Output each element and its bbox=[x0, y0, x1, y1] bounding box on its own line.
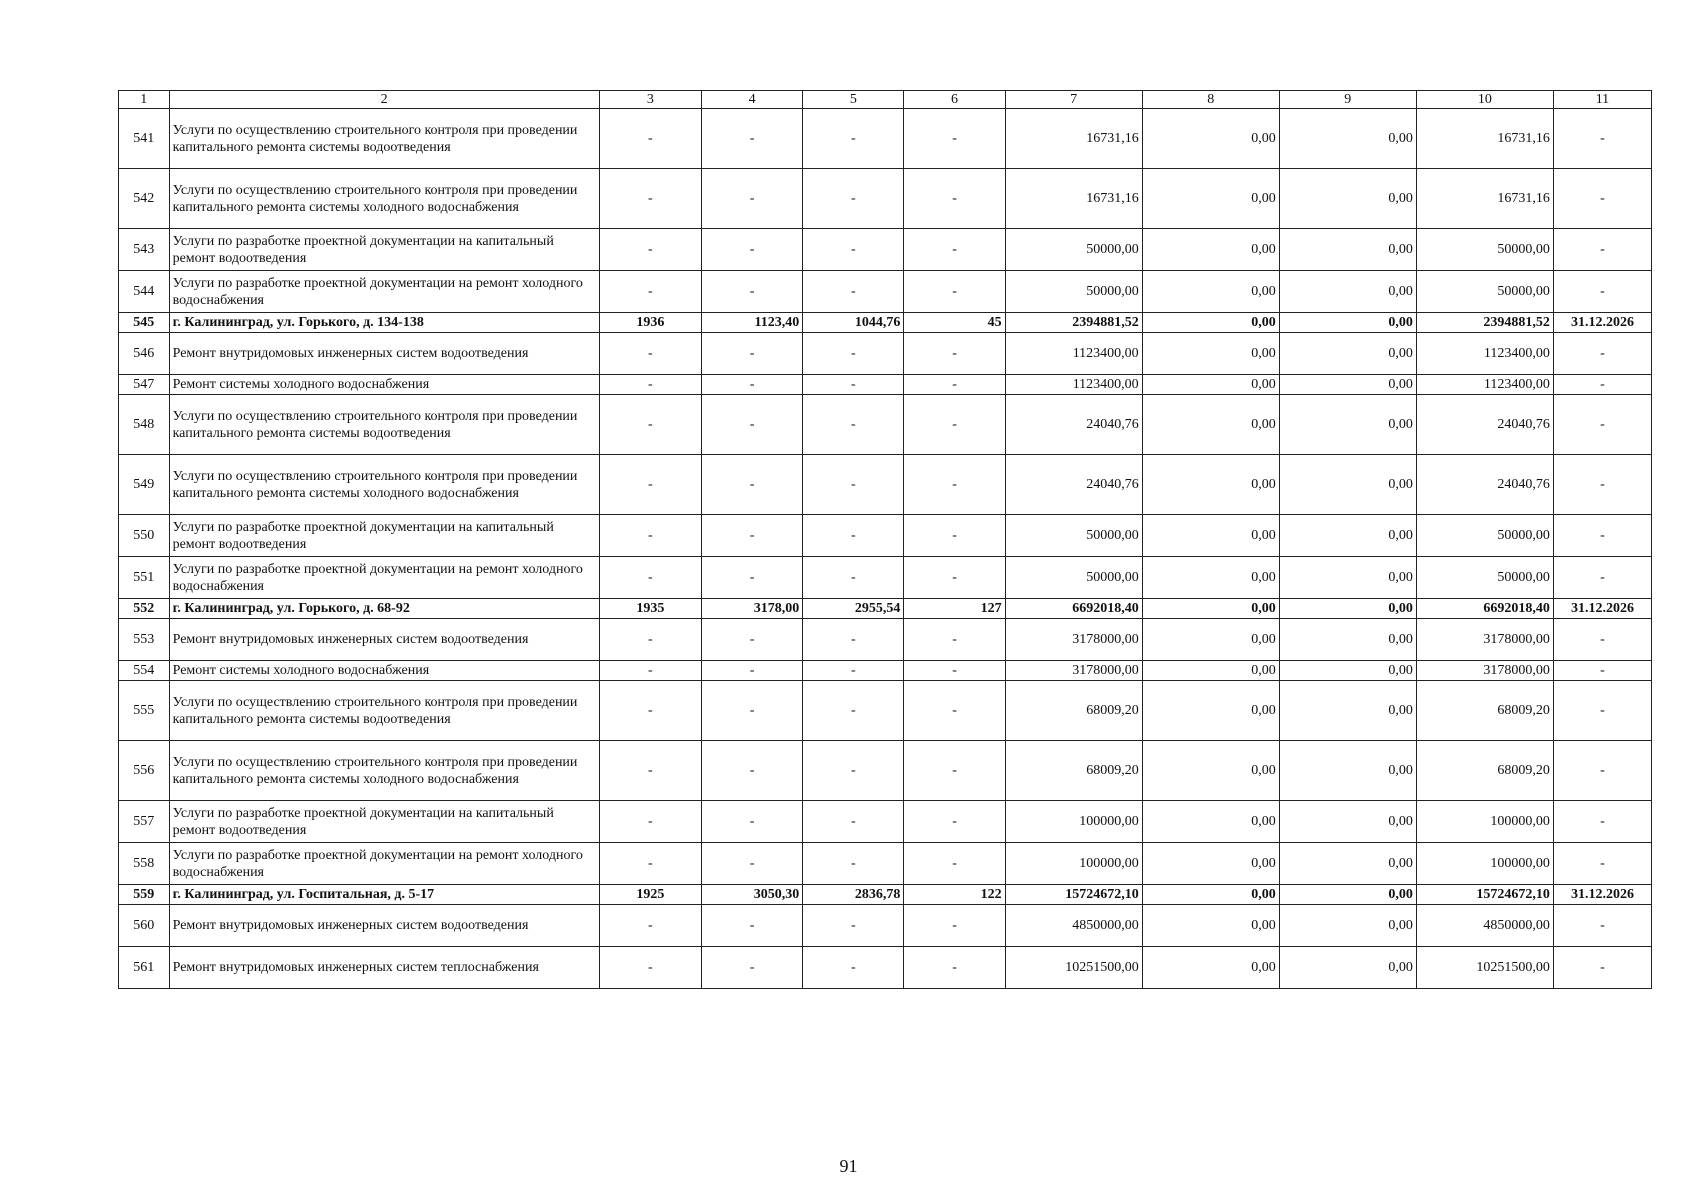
residents-cell: - bbox=[904, 681, 1005, 741]
year-cell: 1935 bbox=[599, 599, 701, 619]
row-number-cell: 548 bbox=[119, 395, 170, 455]
cost-col10-cell: 68009,20 bbox=[1416, 681, 1553, 741]
cost-col9-cell: 0,00 bbox=[1279, 271, 1416, 313]
work-name-cell: Ремонт системы холодного водоснабжения bbox=[169, 661, 599, 681]
total-area-cell: - bbox=[702, 109, 803, 169]
cost-col10-cell: 50000,00 bbox=[1416, 271, 1553, 313]
page-number: 91 bbox=[839, 1156, 858, 1176]
year-cell: - bbox=[599, 557, 701, 599]
deadline-cell: - bbox=[1553, 681, 1651, 741]
row-number-cell: 559 bbox=[119, 885, 170, 905]
cost-col8-cell: 0,00 bbox=[1142, 271, 1279, 313]
cost-col8-cell: 0,00 bbox=[1142, 741, 1279, 801]
row-number-cell: 557 bbox=[119, 801, 170, 843]
residents-cell: - bbox=[904, 271, 1005, 313]
cost-col9-cell: 0,00 bbox=[1279, 801, 1416, 843]
table-row bbox=[119, 109, 1652, 169]
living-area-cell: - bbox=[803, 741, 904, 801]
residents-cell: - bbox=[904, 333, 1005, 375]
work-name-cell: Ремонт внутридомовых инженерных систем теплоснабжения bbox=[169, 947, 599, 989]
year-cell: 1925 bbox=[599, 885, 701, 905]
year-cell: - bbox=[599, 801, 701, 843]
cost-col10-cell: 3178000,00 bbox=[1416, 619, 1553, 661]
cost-col8-cell: 0,00 bbox=[1142, 801, 1279, 843]
column-header: 7 bbox=[1005, 91, 1142, 109]
deadline-cell: - bbox=[1553, 395, 1651, 455]
work-name-cell: Ремонт системы холодного водоснабжения bbox=[169, 375, 599, 395]
cost-col8-cell: 0,00 bbox=[1142, 455, 1279, 515]
living-area-cell: - bbox=[803, 947, 904, 989]
work-name-cell: Услуги по осуществлению строительного контроля при проведении капитального ремонта системы холодного водоснабжения bbox=[169, 455, 599, 515]
residents-cell: - bbox=[904, 947, 1005, 989]
deadline-cell: 31.12.2026 bbox=[1553, 885, 1651, 905]
table-row bbox=[119, 333, 1652, 375]
cost-col8-cell: 0,00 bbox=[1142, 375, 1279, 395]
cost-col8-cell: 0,00 bbox=[1142, 599, 1279, 619]
table-row bbox=[119, 843, 1652, 885]
cost-col8-cell: 0,00 bbox=[1142, 313, 1279, 333]
cost-total-cell: 68009,20 bbox=[1005, 681, 1142, 741]
cost-total-cell: 3178000,00 bbox=[1005, 619, 1142, 661]
year-cell: - bbox=[599, 375, 701, 395]
cost-total-cell: 50000,00 bbox=[1005, 229, 1142, 271]
deadline-cell: - bbox=[1553, 557, 1651, 599]
cost-total-cell: 3178000,00 bbox=[1005, 661, 1142, 681]
deadline-cell: - bbox=[1553, 229, 1651, 271]
work-name-cell: Услуги по разработке проектной документации на капитальный ремонт водоотведения bbox=[169, 801, 599, 843]
cost-total-cell: 50000,00 bbox=[1005, 271, 1142, 313]
work-name-cell: Услуги по разработке проектной документации на ремонт холодного водоснабжения bbox=[169, 557, 599, 599]
deadline-cell: - bbox=[1553, 271, 1651, 313]
cost-col9-cell: 0,00 bbox=[1279, 905, 1416, 947]
cost-total-cell: 6692018,40 bbox=[1005, 599, 1142, 619]
living-area-cell: - bbox=[803, 619, 904, 661]
deadline-cell: - bbox=[1553, 905, 1651, 947]
living-area-cell: - bbox=[803, 333, 904, 375]
table-row bbox=[119, 169, 1652, 229]
work-name-cell: Ремонт внутридомовых инженерных систем водоотведения bbox=[169, 619, 599, 661]
cost-col9-cell: 0,00 bbox=[1279, 741, 1416, 801]
cost-total-cell: 24040,76 bbox=[1005, 455, 1142, 515]
work-name-cell: Услуги по осуществлению строительного контроля при проведении капитального ремонта системы холодного водоснабжения bbox=[169, 169, 599, 229]
year-cell: - bbox=[599, 109, 701, 169]
row-number-cell: 551 bbox=[119, 557, 170, 599]
cost-total-cell: 100000,00 bbox=[1005, 843, 1142, 885]
table-row bbox=[119, 557, 1652, 599]
year-cell: - bbox=[599, 395, 701, 455]
cost-col9-cell: 0,00 bbox=[1279, 395, 1416, 455]
year-cell: - bbox=[599, 515, 701, 557]
row-number-cell: 547 bbox=[119, 375, 170, 395]
cost-col9-cell: 0,00 bbox=[1279, 557, 1416, 599]
total-area-cell: - bbox=[702, 741, 803, 801]
work-name-cell: Услуги по разработке проектной документации на капитальный ремонт водоотведения bbox=[169, 515, 599, 557]
work-name-cell: Услуги по осуществлению строительного контроля при проведении капитального ремонта системы водоотведения bbox=[169, 109, 599, 169]
cost-col9-cell: 0,00 bbox=[1279, 515, 1416, 557]
total-area-cell: - bbox=[702, 661, 803, 681]
address-group-row bbox=[119, 599, 1652, 619]
cost-col9-cell: 0,00 bbox=[1279, 661, 1416, 681]
cost-total-cell: 50000,00 bbox=[1005, 557, 1142, 599]
living-area-cell: - bbox=[803, 169, 904, 229]
total-area-cell: - bbox=[702, 905, 803, 947]
residents-cell: - bbox=[904, 455, 1005, 515]
works-table bbox=[118, 90, 1652, 989]
deadline-cell: - bbox=[1553, 843, 1651, 885]
year-cell: - bbox=[599, 271, 701, 313]
deadline-cell: - bbox=[1553, 333, 1651, 375]
cost-total-cell: 2394881,52 bbox=[1005, 313, 1142, 333]
cost-col8-cell: 0,00 bbox=[1142, 395, 1279, 455]
cost-col10-cell: 50000,00 bbox=[1416, 229, 1553, 271]
cost-col10-cell: 68009,20 bbox=[1416, 741, 1553, 801]
cost-col9-cell: 0,00 bbox=[1279, 885, 1416, 905]
deadline-cell: - bbox=[1553, 619, 1651, 661]
table-row bbox=[119, 905, 1652, 947]
cost-col10-cell: 50000,00 bbox=[1416, 557, 1553, 599]
cost-col8-cell: 0,00 bbox=[1142, 169, 1279, 229]
address-group-row bbox=[119, 313, 1652, 333]
year-cell: - bbox=[599, 681, 701, 741]
table-row bbox=[119, 395, 1652, 455]
total-area-cell: 3178,00 bbox=[702, 599, 803, 619]
row-number-cell: 561 bbox=[119, 947, 170, 989]
living-area-cell: - bbox=[803, 375, 904, 395]
residents-cell: - bbox=[904, 395, 1005, 455]
year-cell: - bbox=[599, 905, 701, 947]
column-header: 10 bbox=[1416, 91, 1553, 109]
total-area-cell: 1123,40 bbox=[702, 313, 803, 333]
column-header: 2 bbox=[169, 91, 599, 109]
cost-col10-cell: 3178000,00 bbox=[1416, 661, 1553, 681]
cost-col8-cell: 0,00 bbox=[1142, 557, 1279, 599]
deadline-cell: 31.12.2026 bbox=[1553, 599, 1651, 619]
cost-total-cell: 10251500,00 bbox=[1005, 947, 1142, 989]
table-row bbox=[119, 681, 1652, 741]
cost-col9-cell: 0,00 bbox=[1279, 681, 1416, 741]
year-cell: - bbox=[599, 843, 701, 885]
work-name-cell: г. Калининград, ул. Горького, д. 134-138 bbox=[169, 313, 599, 333]
residents-cell: - bbox=[904, 229, 1005, 271]
living-area-cell: - bbox=[803, 557, 904, 599]
row-number-cell: 555 bbox=[119, 681, 170, 741]
table-row bbox=[119, 801, 1652, 843]
living-area-cell: - bbox=[803, 455, 904, 515]
deadline-cell: - bbox=[1553, 741, 1651, 801]
total-area-cell: - bbox=[702, 271, 803, 313]
row-number-cell: 549 bbox=[119, 455, 170, 515]
year-cell: - bbox=[599, 169, 701, 229]
cost-total-cell: 24040,76 bbox=[1005, 395, 1142, 455]
row-number-cell: 550 bbox=[119, 515, 170, 557]
residents-cell: - bbox=[904, 619, 1005, 661]
column-header: 4 bbox=[702, 91, 803, 109]
total-area-cell: - bbox=[702, 395, 803, 455]
year-cell: - bbox=[599, 333, 701, 375]
cost-col8-cell: 0,00 bbox=[1142, 681, 1279, 741]
living-area-cell: - bbox=[803, 515, 904, 557]
deadline-cell: 31.12.2026 bbox=[1553, 313, 1651, 333]
residents-cell: - bbox=[904, 905, 1005, 947]
deadline-cell: - bbox=[1553, 455, 1651, 515]
cost-total-cell: 16731,16 bbox=[1005, 169, 1142, 229]
cost-total-cell: 1123400,00 bbox=[1005, 375, 1142, 395]
row-number-cell: 554 bbox=[119, 661, 170, 681]
living-area-cell: - bbox=[803, 681, 904, 741]
year-cell: - bbox=[599, 947, 701, 989]
cost-col10-cell: 1123400,00 bbox=[1416, 375, 1553, 395]
living-area-cell: - bbox=[803, 229, 904, 271]
row-number-cell: 545 bbox=[119, 313, 170, 333]
deadline-cell: - bbox=[1553, 661, 1651, 681]
column-header: 5 bbox=[803, 91, 904, 109]
table-row bbox=[119, 375, 1652, 395]
cost-col8-cell: 0,00 bbox=[1142, 947, 1279, 989]
year-cell: 1936 bbox=[599, 313, 701, 333]
cost-col9-cell: 0,00 bbox=[1279, 947, 1416, 989]
cost-col8-cell: 0,00 bbox=[1142, 905, 1279, 947]
row-number-cell: 542 bbox=[119, 169, 170, 229]
cost-col9-cell: 0,00 bbox=[1279, 619, 1416, 661]
deadline-cell: - bbox=[1553, 801, 1651, 843]
living-area-cell: 2955,54 bbox=[803, 599, 904, 619]
cost-col10-cell: 24040,76 bbox=[1416, 395, 1553, 455]
table-row bbox=[119, 741, 1652, 801]
living-area-cell: 2836,78 bbox=[803, 885, 904, 905]
column-number-row bbox=[119, 91, 1652, 109]
cost-total-cell: 68009,20 bbox=[1005, 741, 1142, 801]
table-row bbox=[119, 271, 1652, 313]
cost-col8-cell: 0,00 bbox=[1142, 333, 1279, 375]
cost-col9-cell: 0,00 bbox=[1279, 599, 1416, 619]
residents-cell: - bbox=[904, 557, 1005, 599]
total-area-cell: - bbox=[702, 455, 803, 515]
cost-col8-cell: 0,00 bbox=[1142, 661, 1279, 681]
work-name-cell: Ремонт внутридомовых инженерных систем водоотведения bbox=[169, 333, 599, 375]
work-name-cell: Услуги по осуществлению строительного контроля при проведении капитального ремонта системы холодного водоснабжения bbox=[169, 741, 599, 801]
cost-col9-cell: 0,00 bbox=[1279, 375, 1416, 395]
column-header: 11 bbox=[1553, 91, 1651, 109]
cost-total-cell: 15724672,10 bbox=[1005, 885, 1142, 905]
cost-col9-cell: 0,00 bbox=[1279, 169, 1416, 229]
cost-col9-cell: 0,00 bbox=[1279, 843, 1416, 885]
cost-total-cell: 4850000,00 bbox=[1005, 905, 1142, 947]
residents-cell: 45 bbox=[904, 313, 1005, 333]
cost-total-cell: 1123400,00 bbox=[1005, 333, 1142, 375]
row-number-cell: 544 bbox=[119, 271, 170, 313]
table-row bbox=[119, 947, 1652, 989]
cost-col10-cell: 15724672,10 bbox=[1416, 885, 1553, 905]
row-number-cell: 552 bbox=[119, 599, 170, 619]
cost-col8-cell: 0,00 bbox=[1142, 885, 1279, 905]
total-area-cell: - bbox=[702, 681, 803, 741]
row-number-cell: 558 bbox=[119, 843, 170, 885]
year-cell: - bbox=[599, 619, 701, 661]
residents-cell: - bbox=[904, 375, 1005, 395]
year-cell: - bbox=[599, 229, 701, 271]
residents-cell: 127 bbox=[904, 599, 1005, 619]
column-header: 6 bbox=[904, 91, 1005, 109]
cost-col9-cell: 0,00 bbox=[1279, 455, 1416, 515]
cost-col10-cell: 2394881,52 bbox=[1416, 313, 1553, 333]
cost-col8-cell: 0,00 bbox=[1142, 843, 1279, 885]
row-number-cell: 556 bbox=[119, 741, 170, 801]
work-name-cell: Ремонт внутридомовых инженерных систем водоотведения bbox=[169, 905, 599, 947]
total-area-cell: - bbox=[702, 515, 803, 557]
total-area-cell: - bbox=[702, 843, 803, 885]
living-area-cell: - bbox=[803, 905, 904, 947]
table-row bbox=[119, 515, 1652, 557]
cost-col9-cell: 0,00 bbox=[1279, 229, 1416, 271]
residents-cell: 122 bbox=[904, 885, 1005, 905]
cost-col10-cell: 6692018,40 bbox=[1416, 599, 1553, 619]
cost-col10-cell: 10251500,00 bbox=[1416, 947, 1553, 989]
cost-col10-cell: 100000,00 bbox=[1416, 801, 1553, 843]
total-area-cell: 3050,30 bbox=[702, 885, 803, 905]
row-number-cell: 546 bbox=[119, 333, 170, 375]
cost-col9-cell: 0,00 bbox=[1279, 313, 1416, 333]
cost-col9-cell: 0,00 bbox=[1279, 333, 1416, 375]
work-name-cell: Услуги по разработке проектной документации на капитальный ремонт водоотведения bbox=[169, 229, 599, 271]
total-area-cell: - bbox=[702, 801, 803, 843]
work-name-cell: Услуги по разработке проектной документации на ремонт холодного водоснабжения bbox=[169, 843, 599, 885]
deadline-cell: - bbox=[1553, 375, 1651, 395]
living-area-cell: - bbox=[803, 801, 904, 843]
cost-col10-cell: 24040,76 bbox=[1416, 455, 1553, 515]
row-number-cell: 560 bbox=[119, 905, 170, 947]
living-area-cell: - bbox=[803, 109, 904, 169]
cost-col8-cell: 0,00 bbox=[1142, 229, 1279, 271]
total-area-cell: - bbox=[702, 557, 803, 599]
work-name-cell: г. Калининград, ул. Госпитальная, д. 5-17 bbox=[169, 885, 599, 905]
cost-col10-cell: 16731,16 bbox=[1416, 109, 1553, 169]
table-row bbox=[119, 455, 1652, 515]
cost-col10-cell: 1123400,00 bbox=[1416, 333, 1553, 375]
total-area-cell: - bbox=[702, 619, 803, 661]
year-cell: - bbox=[599, 455, 701, 515]
row-number-cell: 541 bbox=[119, 109, 170, 169]
column-header: 9 bbox=[1279, 91, 1416, 109]
cost-col10-cell: 50000,00 bbox=[1416, 515, 1553, 557]
living-area-cell: - bbox=[803, 395, 904, 455]
table-row bbox=[119, 661, 1652, 681]
living-area-cell: - bbox=[803, 661, 904, 681]
residents-cell: - bbox=[904, 169, 1005, 229]
deadline-cell: - bbox=[1553, 515, 1651, 557]
living-area-cell: 1044,76 bbox=[803, 313, 904, 333]
column-header: 3 bbox=[599, 91, 701, 109]
residents-cell: - bbox=[904, 801, 1005, 843]
cost-col10-cell: 100000,00 bbox=[1416, 843, 1553, 885]
living-area-cell: - bbox=[803, 843, 904, 885]
work-name-cell: Услуги по осуществлению строительного контроля при проведении капитального ремонта системы водоотведения bbox=[169, 395, 599, 455]
cost-col9-cell: 0,00 bbox=[1279, 109, 1416, 169]
cost-total-cell: 50000,00 bbox=[1005, 515, 1142, 557]
cost-total-cell: 16731,16 bbox=[1005, 109, 1142, 169]
row-number-cell: 543 bbox=[119, 229, 170, 271]
column-header: 8 bbox=[1142, 91, 1279, 109]
cost-total-cell: 100000,00 bbox=[1005, 801, 1142, 843]
total-area-cell: - bbox=[702, 333, 803, 375]
residents-cell: - bbox=[904, 515, 1005, 557]
cost-col8-cell: 0,00 bbox=[1142, 109, 1279, 169]
deadline-cell: - bbox=[1553, 169, 1651, 229]
work-name-cell: г. Калининград, ул. Горького, д. 68-92 bbox=[169, 599, 599, 619]
cost-col8-cell: 0,00 bbox=[1142, 619, 1279, 661]
column-header: 1 bbox=[119, 91, 170, 109]
residents-cell: - bbox=[904, 741, 1005, 801]
table-row bbox=[119, 619, 1652, 661]
total-area-cell: - bbox=[702, 375, 803, 395]
row-number-cell: 553 bbox=[119, 619, 170, 661]
residents-cell: - bbox=[904, 661, 1005, 681]
year-cell: - bbox=[599, 741, 701, 801]
year-cell: - bbox=[599, 661, 701, 681]
deadline-cell: - bbox=[1553, 109, 1651, 169]
residents-cell: - bbox=[904, 109, 1005, 169]
total-area-cell: - bbox=[702, 947, 803, 989]
total-area-cell: - bbox=[702, 169, 803, 229]
total-area-cell: - bbox=[702, 229, 803, 271]
work-name-cell: Услуги по разработке проектной документации на ремонт холодного водоснабжения bbox=[169, 271, 599, 313]
deadline-cell: - bbox=[1553, 947, 1651, 989]
work-name-cell: Услуги по осуществлению строительного контроля при проведении капитального ремонта системы водоотведения bbox=[169, 681, 599, 741]
cost-col10-cell: 4850000,00 bbox=[1416, 905, 1553, 947]
cost-col10-cell: 16731,16 bbox=[1416, 169, 1553, 229]
table-row bbox=[119, 229, 1652, 271]
table-body bbox=[119, 109, 1652, 989]
residents-cell: - bbox=[904, 843, 1005, 885]
address-group-row bbox=[119, 885, 1652, 905]
cost-col8-cell: 0,00 bbox=[1142, 515, 1279, 557]
living-area-cell: - bbox=[803, 271, 904, 313]
